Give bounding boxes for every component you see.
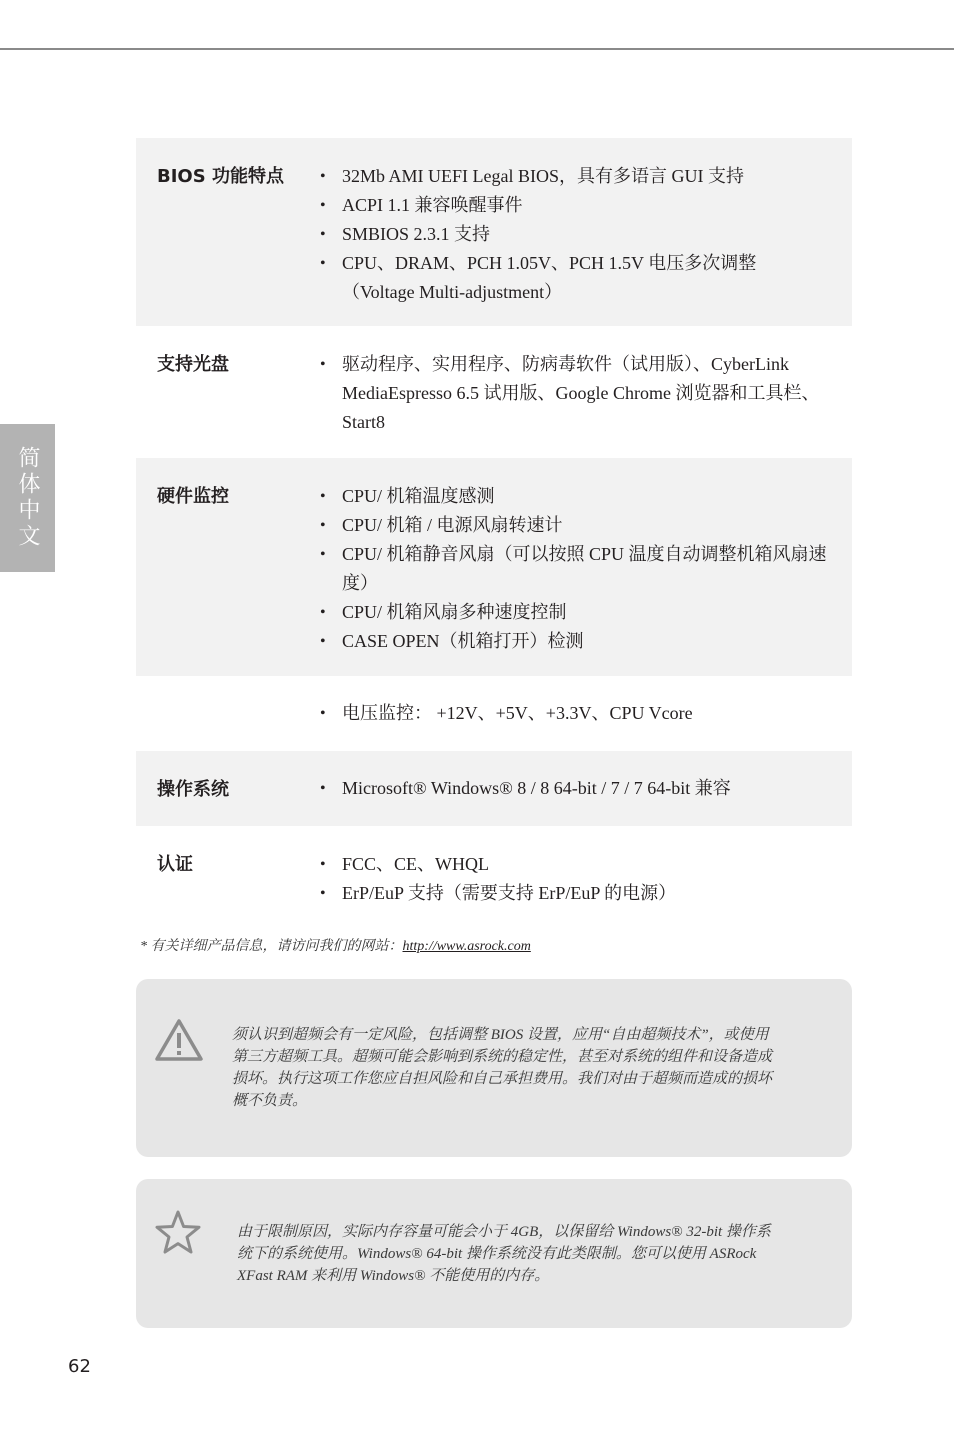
spec-row-certifications bbox=[136, 826, 852, 920]
spec-item: • CPU/ 机箱风扇多种速度控制 bbox=[316, 598, 828, 627]
spec-item: • CASE OPEN（机箱打开）检测 bbox=[316, 627, 828, 656]
spec-list bbox=[316, 699, 828, 728]
spec-label: 认证 bbox=[157, 854, 193, 875]
spec-item: • SMBIOS 2.3.1 支持 bbox=[316, 220, 828, 249]
spec-item: • ACPI 1.1 兼容唤醒事件 bbox=[316, 191, 828, 220]
spec-item: • FCC、CE、WHQL bbox=[316, 850, 828, 879]
page-number: 62 bbox=[68, 1356, 91, 1377]
spec-list bbox=[316, 350, 828, 437]
spec-label: BIOS 功能特点 bbox=[157, 166, 284, 187]
footnote bbox=[140, 935, 531, 955]
warning-triangle-icon bbox=[154, 1017, 204, 1068]
website-link[interactable]: http://www.asrock.com bbox=[402, 939, 531, 954]
spec-row-voltage bbox=[136, 676, 852, 751]
spec-item: • CPU、DRAM、PCH 1.05V、PCH 1.5V 电压多次调整（Voltage Multi-adjustment） bbox=[316, 249, 828, 307]
spec-item: • ErP/EuP 支持（需要支持 ErP/EuP 的电源） bbox=[316, 879, 828, 908]
spec-item: • 32Mb AMI UEFI Legal BIOS，具有多语言 GUI 支持 bbox=[316, 162, 828, 191]
top-rule bbox=[0, 48, 954, 50]
memory-note-text: 由于限制原因，实际内存容量可能会小于 4GB，以保留给 Windows® 32-bit 操作系统下的系统使用。Windows® 64-bit 操作系统没有此类限制。您可以使用 ASRock XFast RAM 来利用 Windows® 不能使用的内存。 bbox=[237, 1224, 771, 1284]
spec-item: • Microsoft® Windows® 8 / 8 64-bit / 7 / 7 64-bit 兼容 bbox=[316, 774, 828, 803]
spec-list bbox=[316, 850, 828, 908]
spec-item: • 电压监控： +12V、+5V、+3.3V、CPU Vcore bbox=[316, 699, 828, 728]
memory-note-box bbox=[136, 1179, 852, 1328]
spec-row-bios bbox=[136, 138, 852, 326]
language-side-tab bbox=[0, 424, 55, 572]
spec-item: • 驱动程序、实用程序、防病毒软件（试用版）、CyberLink MediaEspresso 6.5 试用版、Google Chrome 浏览器和工具栏、Start8 bbox=[316, 350, 828, 437]
spec-label: 硬件监控 bbox=[157, 486, 229, 507]
spec-row-hardware-monitor bbox=[136, 458, 852, 676]
spec-row-os bbox=[136, 751, 852, 826]
spec-list bbox=[316, 774, 828, 803]
spec-list bbox=[316, 162, 828, 307]
spec-label: 操作系统 bbox=[157, 779, 229, 800]
star-icon bbox=[154, 1209, 202, 1260]
spec-label: 支持光盘 bbox=[157, 354, 229, 375]
caution-box bbox=[136, 979, 852, 1157]
spec-item: • CPU/ 机箱静音风扇（可以按照 CPU 温度自动调整机箱风扇速度） bbox=[316, 540, 828, 598]
spec-item: • CPU/ 机箱 / 电源风扇转速计 bbox=[316, 511, 828, 540]
caution-text: 须认识到超频会有一定风险，包括调整 BIOS 设置，应用“自由超频技术”，或使用第三方超频工具。超频可能会影响到系统的稳定性，甚至对系统的组件和设备造成损坏。执行这项工作您应自担风险和自己承担费用。我们对由于超频而造成的损坏概不负责。 bbox=[232, 1027, 773, 1109]
spec-row-support-cd bbox=[136, 326, 852, 458]
spec-list bbox=[316, 482, 828, 656]
spec-item: • CPU/ 机箱温度感测 bbox=[316, 482, 828, 511]
footnote-text: * 有关详细产品信息，请访问我们的网站： bbox=[140, 939, 403, 954]
language-tab-label: 简体中文 bbox=[15, 446, 40, 550]
